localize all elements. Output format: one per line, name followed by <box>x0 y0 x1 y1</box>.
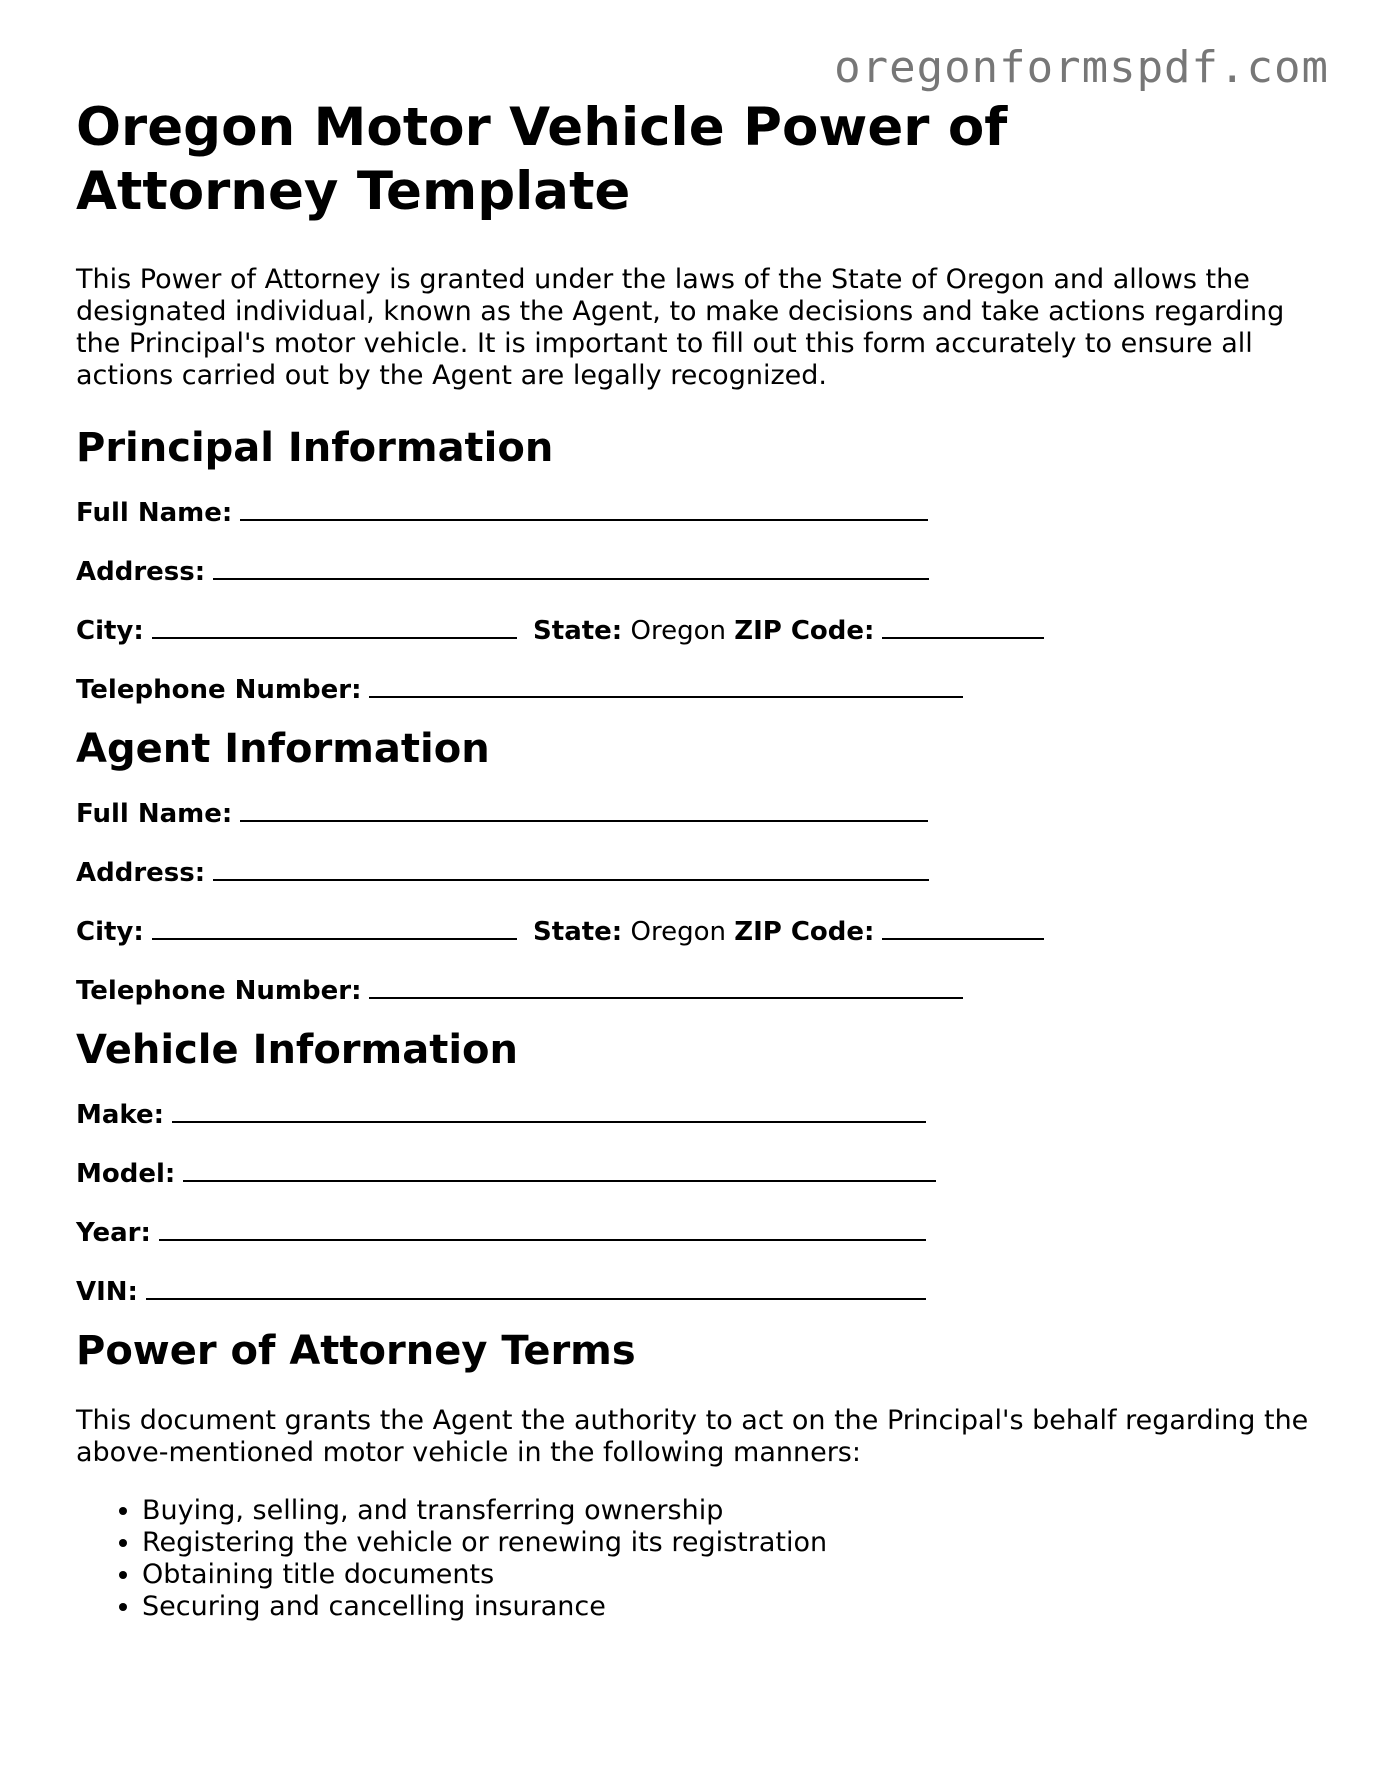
principal-zip-field[interactable] <box>882 611 1044 639</box>
powers-list <box>76 1495 1316 1623</box>
vehicle-vin-label: VIN: <box>76 1277 138 1307</box>
list-item: • Registering the vehicle or renewing its registration <box>142 1527 1316 1559</box>
agent-phone-field[interactable] <box>369 971 963 999</box>
agent-address-field[interactable] <box>213 853 929 881</box>
agent-city-label: City: <box>76 917 144 947</box>
principal-fields <box>76 493 1316 729</box>
principal-address-row <box>76 552 1316 611</box>
vehicle-model-field[interactable] <box>183 1154 936 1182</box>
principal-city-label: City: <box>76 616 144 646</box>
page-title: Oregon Motor Vehicle Power of Attorney Template <box>76 97 1008 222</box>
vehicle-model-row <box>76 1154 1316 1213</box>
principal-full-name-row <box>76 493 1316 552</box>
vehicle-make-label: Make: <box>76 1100 165 1130</box>
principal-phone-field[interactable] <box>369 670 963 698</box>
list-item: • Obtaining title documents <box>142 1559 1316 1591</box>
vehicle-model-label: Model: <box>76 1159 176 1189</box>
intro-paragraph: This Power of Attorney is granted under the laws of the State of Oregon and allows the designated individual, known as the Agent, to make decisions and take actions regarding the Principal's motor vehicle. It is important to fill out this form accurately to ensure all actions carried out by the Agent are legally recognized. <box>76 264 1285 391</box>
agent-zip-label: ZIP Code: <box>734 917 875 947</box>
list-item: • Securing and cancelling insurance <box>142 1591 1316 1623</box>
agent-state-label: State: <box>533 917 623 947</box>
principal-city-row <box>76 611 1316 670</box>
principal-address-label: Address: <box>76 557 206 587</box>
terms-paragraph: This document grants the Agent the authority to act on the Principal's behalf regarding the above-mentioned motor vehicle in the following manners: <box>76 1405 1309 1468</box>
agent-address-row <box>76 853 1316 912</box>
principal-phone-label: Telephone Number: <box>76 675 362 705</box>
list-item: • Buying, selling, and transferring ownership <box>142 1495 1316 1527</box>
principal-state-value: Oregon <box>630 616 726 646</box>
vehicle-vin-row <box>76 1272 1316 1331</box>
vehicle-fields <box>76 1095 1316 1331</box>
terms-heading: Power of Attorney Terms <box>76 1328 636 1374</box>
agent-full-name-label: Full Name: <box>76 799 233 829</box>
principal-phone-row <box>76 670 1316 729</box>
agent-fields <box>76 794 1316 1030</box>
vehicle-vin-field[interactable] <box>146 1272 926 1300</box>
principal-zip-label: ZIP Code: <box>734 616 875 646</box>
vehicle-make-field[interactable] <box>172 1095 926 1123</box>
principal-full-name-field[interactable] <box>240 493 928 521</box>
agent-city-row <box>76 912 1316 971</box>
form-page <box>76 96 1316 1623</box>
principal-heading: Principal Information <box>76 425 554 471</box>
vehicle-year-field[interactable] <box>159 1213 926 1241</box>
agent-state-value: Oregon <box>630 917 726 947</box>
principal-address-field[interactable] <box>213 552 929 580</box>
principal-state-label: State: <box>533 616 623 646</box>
vehicle-make-row <box>76 1095 1316 1154</box>
agent-zip-field[interactable] <box>882 912 1044 940</box>
agent-full-name-row <box>76 794 1316 853</box>
agent-full-name-field[interactable] <box>240 794 928 822</box>
agent-address-label: Address: <box>76 858 206 888</box>
agent-heading: Agent Information <box>76 726 490 772</box>
agent-city-field[interactable] <box>152 912 517 940</box>
principal-city-field[interactable] <box>152 611 517 639</box>
principal-full-name-label: Full Name: <box>76 498 233 528</box>
watermark: oregonformspdf.com <box>834 42 1329 93</box>
agent-phone-row <box>76 971 1316 1030</box>
vehicle-year-label: Year: <box>76 1218 151 1248</box>
vehicle-heading: Vehicle Information <box>76 1027 518 1073</box>
vehicle-year-row <box>76 1213 1316 1272</box>
agent-phone-label: Telephone Number: <box>76 976 362 1006</box>
